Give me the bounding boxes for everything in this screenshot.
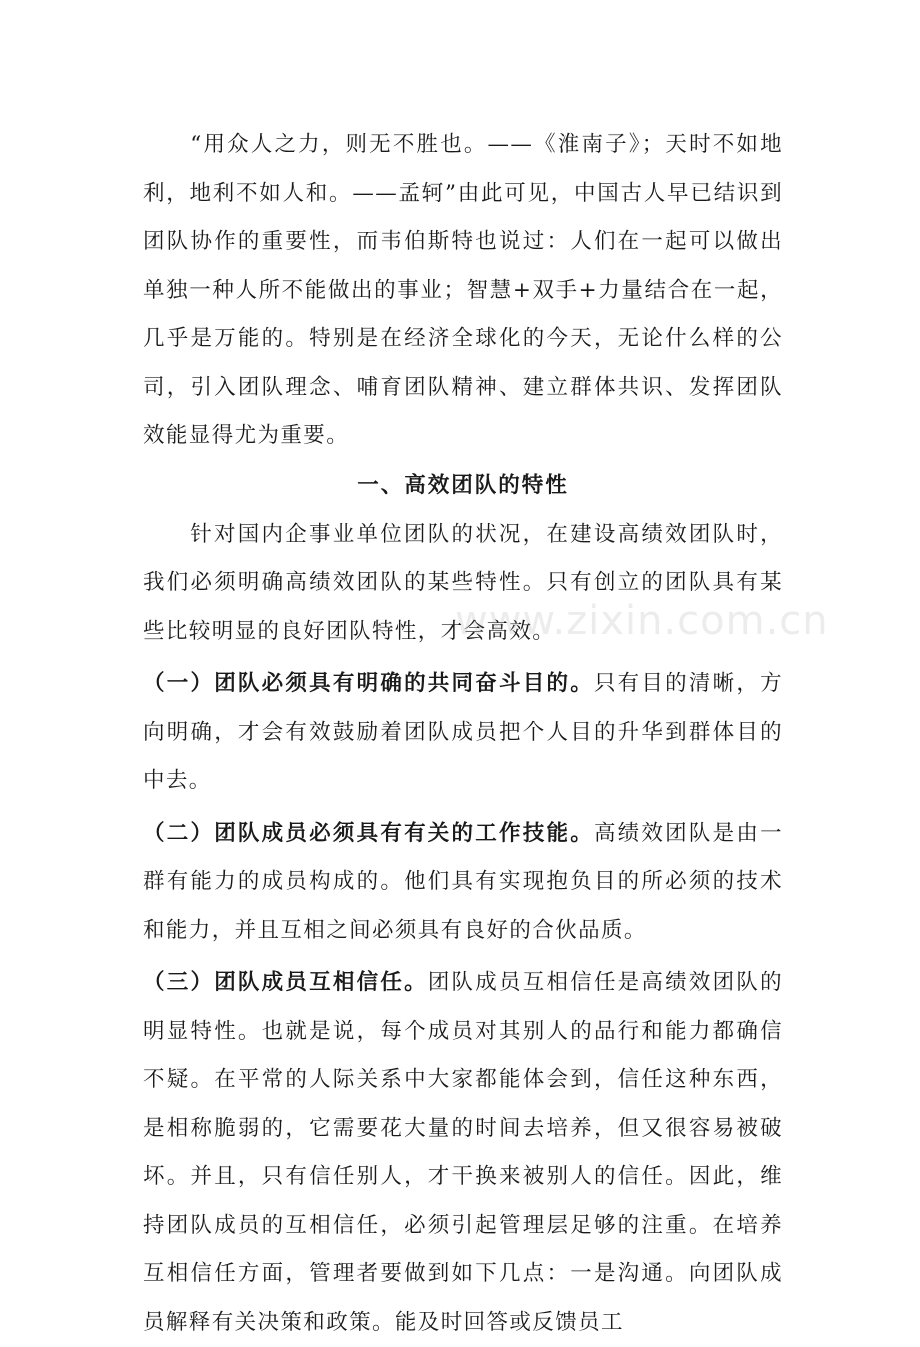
item-paragraph-1 (143, 656, 783, 806)
item-lead-1: （一）团队必须具有明确的共同奋斗目的。 (143, 671, 594, 696)
item-paragraph-3 (143, 955, 783, 1347)
item-paragraph-2 (143, 806, 783, 956)
item-body-1: 只有目的清晰，方向明确，才会有效鼓励着团队成员把个人目的升华到群体目的中去。 (143, 671, 783, 793)
watermark: www.zixin.com.cn (455, 598, 829, 644)
section-heading: 一、高效团队的特性 (357, 472, 569, 498)
item-body-2: 高绩效团队是由一群有能力的成员构成的。他们具有实现抱负目的所必须的技术和能力，并且互相之间必须具有良好的合伙品质。 (143, 820, 783, 943)
item-lead-2: （二）团队成员必须具有有关的工作技能。 (143, 820, 594, 846)
item-body-3: 团队成员互相信任是高绩效团队的明显特性。也就是说，每个成员对其别人的品行和能力都确信不疑。在平常的人际关系中大家都能体会到，信任这种东西，是相称脆弱的，它需要花大量的时间去培养，但又很容易被破坏。并且，只有信任别人，才干换来被别人的信任。因此，维持团队成员的互相信任，必须引起管理层足够的注重。在培养互相信任方面，管理者要做到如下几点：一是沟通。向团队成员解释有关决策和政策。能及时回答或反馈员工 (143, 970, 783, 1335)
item-lead-3: （三）团队成员互相信任。 (143, 970, 428, 995)
document-body (143, 121, 783, 1347)
intro-paragraph: “用众人之力，则无不胜也。——《淮南子》；天时不如地利，地利不如人和。——孟轲”由此可见，中国古人早已结识到团队协作的重要性，而韦伯斯特也说过：人们在一起可以做出单独一种人所不能做出的事业；智慧+双手+力量结合在一起，几乎是万能的。特别是在经济全球化的今天，无论什么样的公司，引入团队理念、哺育团队精神、建立群体共识、发挥团队效能显得尤为重要。 (143, 132, 783, 448)
section-intro-paragraph: 针对国内企事业单位团队的状况，在建设高绩效团队时，我们必须明确高绩效团队的某些特性。只有创立的团队具有某些比较明显的良好团队特性，才会高效。 (143, 521, 783, 644)
